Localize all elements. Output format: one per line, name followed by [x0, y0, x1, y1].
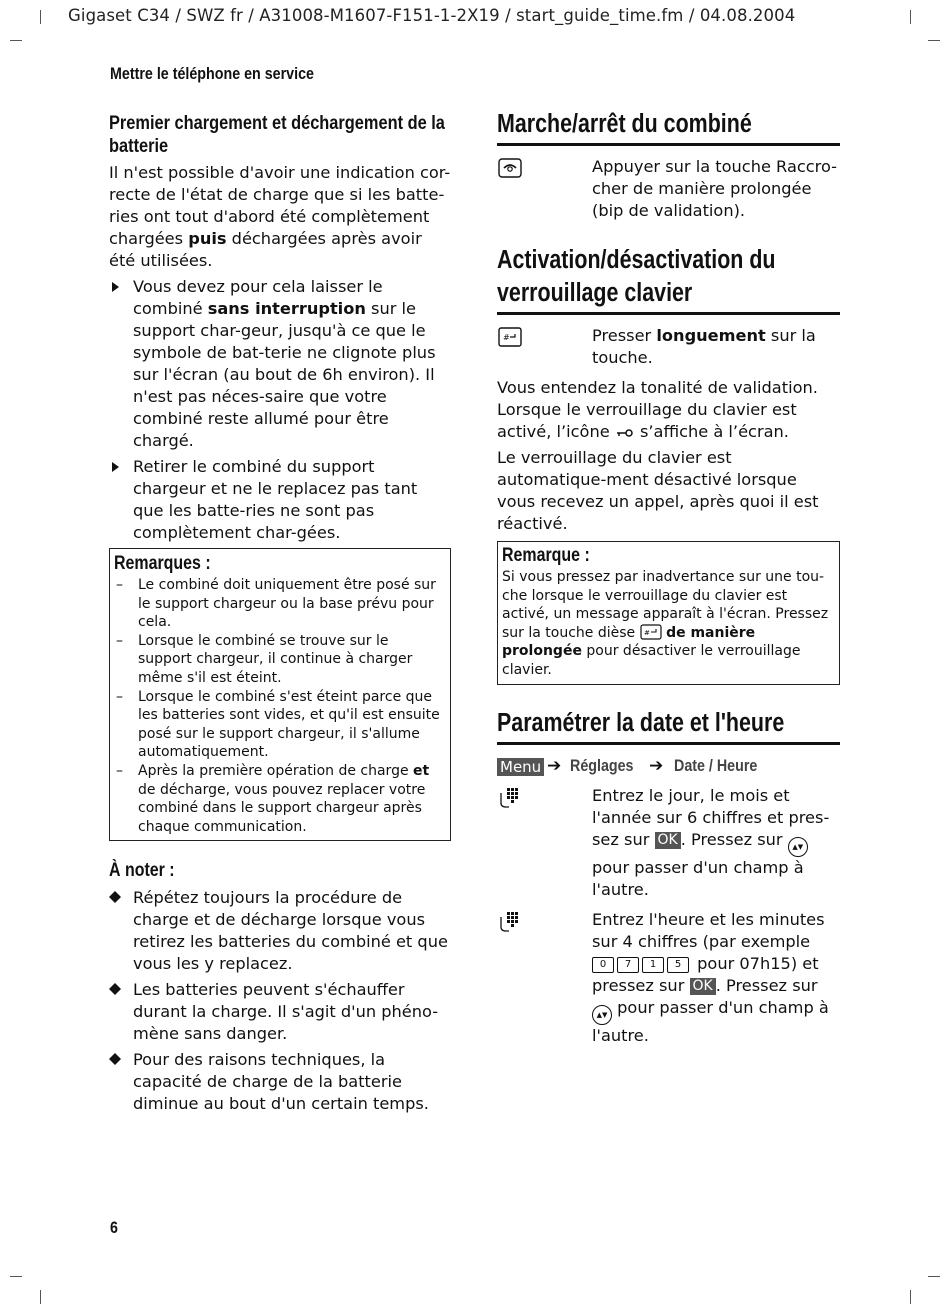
charge-intro-text-end: déchargées après avoir été utilisées. — [109, 229, 422, 270]
triangle-bullet-icon — [112, 462, 119, 472]
remark-text: Lorsque le combiné se trouve sur le support chargeur, il continue à charger même s'il est éteint. — [138, 632, 413, 686]
heading-rule — [497, 143, 840, 146]
remark-item — [114, 688, 446, 762]
marche-text: Appuyer sur la touche Raccro-cher de manière prolongée (bip de validation). — [592, 157, 838, 220]
key-5[interactable]: 5 — [667, 957, 689, 973]
heading-rule — [497, 742, 840, 745]
verrou-heading-line-1: Activation/désactivation du — [497, 246, 776, 274]
document-header: Gigaset C34 / SWZ fr / A31008-M1607-F151-1-2X19 / start_guide_time.fm / 04.08.2004 — [68, 6, 796, 25]
verrou-heading-line-2: verrouillage clavier — [497, 279, 693, 307]
remark-bold: et — [413, 762, 430, 779]
menu-item-reglages[interactable]: Réglages — [570, 755, 634, 775]
time-entry-text-mid2: . Pressez sur — [715, 975, 818, 995]
charge-step-1-bold: sans interruption — [207, 299, 366, 318]
crop-mark — [40, 1290, 41, 1304]
key-lock-icon — [615, 422, 635, 441]
noter-item — [109, 887, 451, 975]
keypad-icon — [498, 911, 520, 939]
noter-text: Répétez toujours la procédure de charge et de décharge lorsque vous retirez les batteries du combiné et que vous les y replacez. — [133, 888, 448, 974]
diamond-bullet-icon — [109, 1053, 121, 1065]
dash-bullet: – — [116, 762, 123, 779]
ok-softkey[interactable]: OK — [655, 832, 681, 849]
diamond-bullet-icon — [109, 983, 121, 995]
time-entry-step — [497, 909, 840, 1047]
date-entry-step — [497, 785, 840, 901]
remark-item — [114, 632, 446, 688]
dash-bullet: – — [116, 577, 123, 593]
verrou-instruction — [497, 325, 840, 369]
crop-mark — [910, 1290, 911, 1304]
charge-step-1 — [109, 276, 451, 452]
crop-mark — [10, 1276, 22, 1277]
noter-item — [109, 1049, 451, 1115]
charge-step-1-text-end: sur le support char-geur, jusqu'à ce que le symbole de bat-terie ne clignote plus sur l'écran (au bout de 6h environ). Il n'est pas néces-saire que votre combiné reste allumé pour être chargé. — [133, 299, 436, 450]
arrow-right-icon: ➔ — [547, 755, 562, 776]
marche-heading: Marche/arrêt du combiné — [497, 110, 752, 138]
end-call-key-icon — [498, 158, 522, 184]
hash-key-icon — [640, 625, 662, 641]
hash-key-icon — [498, 327, 522, 353]
section-title: Mettre le téléphone en service — [110, 64, 314, 83]
time-entry-text-end: pour passer d'un champ à l'autre. — [592, 997, 829, 1045]
date-entry-text-end: pour passer d'un champ à l'autre. — [592, 857, 804, 899]
charge-step-2-text: Retirer le combiné du support chargeur et ne le replacez pas tant que les batte-ries ne sont pas complètement char-gées. — [133, 457, 418, 542]
remarques-title: Remarques : — [114, 553, 211, 574]
diamond-bullet-icon — [109, 891, 121, 903]
navigation-key-icon: ▲▼ — [592, 1005, 612, 1025]
verrou-p1-text-end: s’affiche à l’écran. — [634, 422, 789, 441]
page-number: 6 — [110, 1218, 118, 1237]
date-entry-text-mid: . Pressez sur — [680, 829, 788, 849]
charge-intro-text: Il n'est possible d'avoir une indication cor-recte de l'état de charge que si les batte-ries ont tout d'abord été complètement chargées — [109, 163, 451, 248]
remarque-text-start: Si vous pressez par inadvertance sur une tou-che lorsque le verrouillage du clavier est activé, un message apparaît à l'écran. Pressez sur la touche dièse — [502, 569, 829, 641]
navigation-key-icon: ▲▼ — [788, 837, 808, 857]
remark-text-end: de décharge, vous pouvez replacer votre combiné dans le support chargeur après chaque communication. — [138, 781, 426, 835]
charge-intro-bold: puis — [188, 229, 227, 248]
triangle-bullet-icon — [112, 282, 119, 292]
remark-item — [114, 576, 446, 632]
remarque-text-end: pour désactiver le verrouillage clavier. — [502, 643, 801, 678]
remarque-bold: de manière prolongée — [502, 624, 756, 660]
crop-mark — [10, 40, 22, 41]
remarque-box — [497, 541, 840, 685]
remark-text: Après la première opération de charge — [138, 762, 414, 779]
noter-heading: À noter : — [109, 860, 175, 882]
menu-path — [497, 755, 840, 779]
verrou-key-bold: longuement — [656, 326, 766, 345]
charge-heading: Premier chargement et déchargement de la batterie — [109, 112, 445, 157]
ok-softkey[interactable]: OK — [690, 978, 716, 995]
crop-mark — [928, 1276, 940, 1277]
verrou-paragraph-1 — [497, 377, 840, 443]
noter-item — [109, 979, 451, 1045]
remarque-text — [502, 568, 835, 680]
verrou-paragraph-2: Le verrouillage du clavier est automatique-ment désactivé lorsque vous recevez un appel, après quoi il est réactivé. — [497, 448, 819, 533]
noter-text: Pour des raisons techniques, la capacité de charge de la batterie diminue au bout d'un certain temps. — [133, 1050, 429, 1114]
remark-text: Le combiné doit uniquement être posé sur le support chargeur ou la base prévu pour cela. — [138, 577, 436, 631]
crop-mark — [910, 10, 911, 24]
menu-softkey[interactable]: Menu — [497, 758, 544, 776]
remark-text: Lorsque le combiné s'est éteint parce que les batteries sont vides, et qu'il est ensuite posé sur le support chargeur, il s'allume automatiquement. — [138, 688, 440, 761]
right-column — [497, 108, 840, 1055]
verrou-key-text: Presser — [592, 326, 657, 345]
remarques-box — [109, 548, 451, 841]
key-0[interactable]: 0 — [592, 957, 614, 973]
time-entry-text: Entrez l'heure et les minutes sur 4 chiffres (par exemple — [592, 909, 825, 951]
charge-intro — [109, 162, 451, 272]
time-entry-text-mid: pour 07h15) et pressez sur — [592, 953, 819, 995]
date-heading: Paramétrer la date et l'heure — [497, 708, 785, 737]
remark-item — [114, 762, 446, 836]
noter-text: Les batteries peuvent s'échauffer durant la charge. Il s'agit d'un phéno-mène sans danger. — [133, 980, 439, 1044]
menu-item-date-heure[interactable]: Date / Heure — [674, 755, 758, 775]
arrow-right-icon: ➔ — [649, 755, 664, 776]
verrou-key-text-end: sur la touche. — [592, 326, 816, 367]
left-column — [109, 112, 451, 1119]
key-1[interactable]: 1 — [642, 957, 664, 973]
remarque-title: Remarque : — [502, 545, 590, 566]
charge-step-2 — [109, 456, 451, 544]
crop-mark — [40, 10, 41, 24]
keypad-icon — [498, 787, 520, 815]
heading-rule — [497, 312, 840, 315]
date-entry-text: Entrez le jour, le mois et l'année sur 6 chiffres et pres-sez sur — [592, 785, 830, 849]
dash-bullet: – — [116, 632, 123, 649]
svg-text:#: # — [643, 628, 650, 637]
svg-text:#: # — [503, 333, 510, 342]
charge-step-1-text: Vous devez pour cela laisser le combiné — [133, 277, 383, 318]
key-7[interactable]: 7 — [617, 957, 639, 973]
verrou-p1-text: Vous entendez la tonalité de validation. Lorsque le verrouillage du clavier est activé, l’icône — [497, 378, 818, 441]
marche-instruction — [497, 156, 840, 222]
crop-mark — [928, 40, 940, 41]
dash-bullet: – — [116, 688, 123, 705]
